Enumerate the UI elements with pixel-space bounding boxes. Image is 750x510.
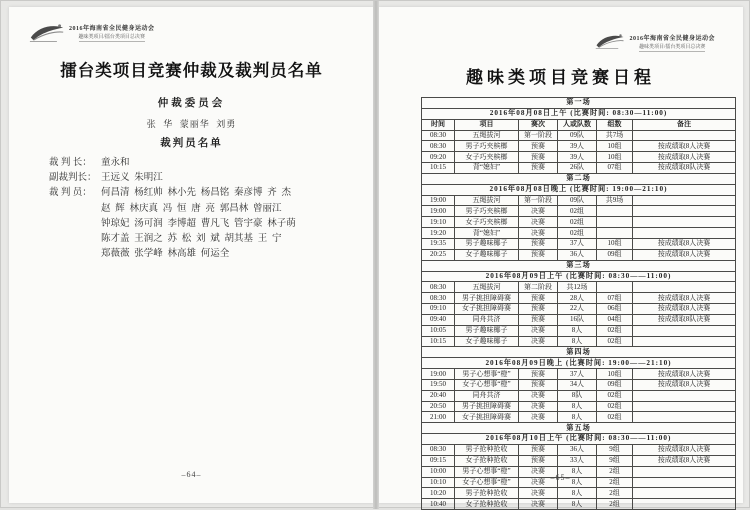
cell-groups: 02组 <box>597 325 633 336</box>
role-names: 钟琼妃 汤可润 李博超 曹凡飞 管宇豪 林子萌 <box>101 218 296 229</box>
cell-event: 女子趣味椰子 <box>455 249 519 260</box>
cell-event: 女子趣味椰子 <box>455 336 519 347</box>
cell-event: 背“媳妇” <box>455 163 519 174</box>
schedule-row <box>422 401 736 412</box>
role-names: 何昌清 杨红帅 林小先 杨昌铭 秦彦博 齐 杰 <box>101 188 292 199</box>
cell-remark: 按成绩取8人决赛 <box>633 293 736 304</box>
cell-event: 女子挑担障碍赛 <box>455 412 519 423</box>
schedule-row <box>422 206 736 217</box>
cell-time: 09:15 <box>422 455 455 466</box>
cell-count: 8人 <box>558 325 597 336</box>
cell-remark: 按成绩取8人决赛 <box>633 249 736 260</box>
cell-event: 背“媳妇” <box>455 228 519 239</box>
role-row <box>49 171 296 186</box>
cell-groups: 10组 <box>597 141 633 152</box>
role-label <box>49 217 101 232</box>
committee-members: 张 华 蒙丽华 刘勇 <box>146 119 237 129</box>
cell-remark <box>633 412 736 423</box>
cell-time: 19:50 <box>422 379 455 390</box>
cell-count: 8人 <box>558 499 597 510</box>
schedule-row <box>422 163 736 174</box>
schedule-row <box>422 412 736 423</box>
section-date: 2016年08月08日晚上 (比赛时间: 19:00—21:10) <box>422 184 736 195</box>
cell-event: 同舟共济 <box>455 390 519 401</box>
cell-count: 33人 <box>558 455 597 466</box>
cell-time: 19:10 <box>422 217 455 228</box>
section-date: 2016年08月10日上午 (比赛时间: 08:30——11:00) <box>422 434 736 445</box>
cell-event: 五绳拔河 <box>455 130 519 141</box>
cell-groups: 10组 <box>597 152 633 163</box>
cell-time: 09:10 <box>422 304 455 315</box>
cell-remark <box>633 217 736 228</box>
section-date: 2016年08月08日上午 (比赛时间: 08:30—11:00) <box>422 108 736 119</box>
cell-time: 19:35 <box>422 238 455 249</box>
cell-count: 8人 <box>558 412 597 423</box>
cell-round: 决赛 <box>519 412 558 423</box>
cell-event: 男子心想事“橙” <box>455 466 519 477</box>
cell-round: 决赛 <box>519 325 558 336</box>
page-title-referees: 擂台类项目竞赛仲裁及裁判员名单 <box>60 61 323 80</box>
cell-event: 男子趣味椰子 <box>455 325 519 336</box>
role-names: 赵 辉 林庆真 冯 恒 唐 亮 郭昌林 曾丽江 <box>101 203 282 214</box>
cell-round: 第一阶段 <box>519 130 558 141</box>
column-header: 备注 <box>633 119 736 130</box>
schedule-table-body <box>422 98 736 510</box>
cell-event: 男子挑担障碍赛 <box>455 293 519 304</box>
cell-groups: 02组 <box>597 412 633 423</box>
cell-time: 08:30 <box>422 141 455 152</box>
cell-groups: 06组 <box>597 304 633 315</box>
cell-count: 02组 <box>558 206 597 217</box>
cell-round: 预赛 <box>519 369 558 380</box>
cell-count: 8队 <box>558 390 597 401</box>
schedule-row <box>422 217 736 228</box>
cell-time: 10:15 <box>422 336 455 347</box>
cell-count: 39人 <box>558 152 597 163</box>
cell-round: 预赛 <box>519 238 558 249</box>
cell-time: 19:00 <box>422 206 455 217</box>
cell-time: 08:30 <box>422 130 455 141</box>
role-label <box>49 202 101 217</box>
section-band-row <box>422 260 736 271</box>
cell-remark: 按成绩取8人决赛 <box>633 152 736 163</box>
referee-roles-list <box>49 156 296 262</box>
column-header: 赛次 <box>519 119 558 130</box>
cell-event: 男子抢种抢收 <box>455 445 519 456</box>
cell-groups: 07组 <box>597 163 633 174</box>
cell-count: 22人 <box>558 304 597 315</box>
cell-remark <box>633 336 736 347</box>
cell-groups: 09组 <box>597 249 633 260</box>
cell-remark: 按成绩取8人决赛 <box>633 379 736 390</box>
committee-heading: 仲裁委员会 <box>157 98 226 109</box>
cell-time: 19:20 <box>422 228 455 239</box>
section-date-row <box>422 434 736 445</box>
cell-count: 37人 <box>558 238 597 249</box>
role-label: 裁 判 员： <box>49 188 92 199</box>
page-number-left: –64– <box>181 470 202 479</box>
referee-list-heading: 裁判员名单 <box>160 138 223 149</box>
cell-time: 08:30 <box>422 282 455 293</box>
role-row <box>49 156 296 171</box>
role-label <box>49 232 101 247</box>
cell-groups: 02组 <box>597 390 633 401</box>
cell-round: 第一阶段 <box>519 195 558 206</box>
cell-event: 男子巧夹槟榔 <box>455 141 519 152</box>
cell-count: 8人 <box>558 488 597 499</box>
column-header: 人或队数 <box>558 119 597 130</box>
section-date-row <box>422 271 736 282</box>
cell-event: 男子巧夹槟榔 <box>455 206 519 217</box>
cell-groups: 2组 <box>597 499 633 510</box>
cell-count: 36人 <box>558 445 597 456</box>
cell-round: 决赛 <box>519 228 558 239</box>
games-logo-icon <box>595 33 625 50</box>
schedule-row <box>422 195 736 206</box>
role-row <box>49 247 296 262</box>
left-page <box>9 7 374 503</box>
cell-count: 09队 <box>558 195 597 206</box>
cell-time: 10:05 <box>422 325 455 336</box>
cell-groups: 共9场 <box>597 195 633 206</box>
cell-remark <box>633 195 736 206</box>
cell-round: 决赛 <box>519 488 558 499</box>
cell-remark <box>633 325 736 336</box>
page-number-right: –65– <box>550 473 571 482</box>
schedule-row <box>422 141 736 152</box>
org-title: 2016年海南省全民健身运动会 <box>69 26 155 32</box>
cell-event: 男子挑担障碍赛 <box>455 401 519 412</box>
cell-groups: 07组 <box>597 293 633 304</box>
org-subtitle: 趣味类项目/擂台类项目总决赛 <box>78 35 145 40</box>
org-header-right <box>595 33 715 52</box>
cell-round: 预赛 <box>519 152 558 163</box>
cell-event: 五绳拔河 <box>455 195 519 206</box>
section-name: 第三场 <box>422 260 736 271</box>
cell-groups: 09组 <box>597 379 633 390</box>
cell-count: 02组 <box>558 217 597 228</box>
page-title-schedule: 趣味类项目竞赛日程 <box>466 68 655 87</box>
schedule-row <box>422 369 736 380</box>
role-label: 裁 判 长： <box>49 158 92 168</box>
cell-time: 10:15 <box>422 163 455 174</box>
cell-event: 男子趣味椰子 <box>455 238 519 249</box>
cell-count: 8人 <box>558 466 597 477</box>
section-name: 第四场 <box>422 347 736 358</box>
cell-groups: 9组 <box>597 455 633 466</box>
cell-groups: 10组 <box>597 238 633 249</box>
cell-round: 预赛 <box>519 163 558 174</box>
role-row <box>49 186 296 201</box>
cell-round: 预赛 <box>519 249 558 260</box>
cell-remark <box>633 390 736 401</box>
schedule-row <box>422 249 736 260</box>
cell-event: 女子巧夹槟榔 <box>455 217 519 228</box>
column-header: 组数 <box>597 119 633 130</box>
cell-remark: 按成绩取8人决赛 <box>633 141 736 152</box>
cell-groups <box>597 282 633 293</box>
section-band-row <box>422 173 736 184</box>
cell-time: 10:00 <box>422 466 455 477</box>
cell-groups: 02组 <box>597 401 633 412</box>
cell-count: 26队 <box>558 163 597 174</box>
cell-groups: 02组 <box>597 336 633 347</box>
cell-time: 10:40 <box>422 499 455 510</box>
schedule-row <box>422 282 736 293</box>
cell-time: 08:30 <box>422 445 455 456</box>
schedule-row <box>422 228 736 239</box>
section-band-row <box>422 347 736 358</box>
cell-remark: 按成绩取8人决赛 <box>633 455 736 466</box>
cell-count: 8人 <box>558 336 597 347</box>
schedule-row <box>422 325 736 336</box>
cell-event: 女子抢种抢收 <box>455 499 519 510</box>
cell-time: 09:20 <box>422 152 455 163</box>
cell-time: 09:40 <box>422 314 455 325</box>
cell-event: 五绳拔河 <box>455 282 519 293</box>
cell-groups <box>597 228 633 239</box>
section-name: 第一场 <box>422 98 736 109</box>
column-header-row <box>422 119 736 130</box>
schedule-row <box>422 293 736 304</box>
org-header-left <box>29 23 155 43</box>
cell-time: 21:00 <box>422 412 455 423</box>
cell-groups: 2组 <box>597 488 633 499</box>
cell-remark <box>633 282 736 293</box>
cell-round: 第二阶段 <box>519 282 558 293</box>
column-header: 项目 <box>455 119 519 130</box>
schedule-row <box>422 445 736 456</box>
cell-round: 决赛 <box>519 336 558 347</box>
cell-time: 10:10 <box>422 477 455 488</box>
cell-count: 36人 <box>558 249 597 260</box>
section-date-row <box>422 108 736 119</box>
cell-round: 决赛 <box>519 401 558 412</box>
cell-count: 09队 <box>558 130 597 141</box>
section-date: 2016年08月09日上午 (比赛时间: 08:30——11:00) <box>422 271 736 282</box>
cell-count: 39人 <box>558 141 597 152</box>
schedule-row <box>422 336 736 347</box>
cell-groups: 9组 <box>597 445 633 456</box>
cell-remark: 按成绩取8人决赛 <box>633 238 736 249</box>
cell-count: 28人 <box>558 293 597 304</box>
section-date-row <box>422 358 736 369</box>
cell-remark <box>633 228 736 239</box>
cell-count: 8人 <box>558 401 597 412</box>
cell-time: 19:00 <box>422 369 455 380</box>
cell-round: 决赛 <box>519 390 558 401</box>
cell-round: 预赛 <box>519 445 558 456</box>
schedule-row <box>422 238 736 249</box>
cell-round: 决赛 <box>519 206 558 217</box>
cell-event: 同舟共济 <box>455 314 519 325</box>
cell-round: 决赛 <box>519 477 558 488</box>
role-row <box>49 232 296 247</box>
section-name: 第二场 <box>422 173 736 184</box>
cell-event: 女子心想事“橙” <box>455 379 519 390</box>
cell-count: 16队 <box>558 314 597 325</box>
schedule-table <box>421 97 736 510</box>
cell-time: 19:00 <box>422 195 455 206</box>
cell-event: 男子抢种抢收 <box>455 488 519 499</box>
page-spine-divider <box>373 1 379 509</box>
role-names: 陈才盖 王润之 苏 松 刘 斌 胡其基 王 宁 <box>101 234 282 245</box>
cell-groups: 10组 <box>597 369 633 380</box>
cell-round: 预赛 <box>519 293 558 304</box>
cell-count: 34人 <box>558 379 597 390</box>
cell-round: 预赛 <box>519 304 558 315</box>
role-row <box>49 217 296 232</box>
section-name: 第五场 <box>422 423 736 434</box>
cell-groups: 04组 <box>597 314 633 325</box>
schedule-row <box>422 488 736 499</box>
schedule-row <box>422 314 736 325</box>
schedule-row <box>422 304 736 315</box>
games-logo-icon <box>29 23 65 43</box>
cell-count: 02组 <box>558 228 597 239</box>
cell-remark <box>633 130 736 141</box>
role-names: 郑薇薇 张学峰 林高雄 何运全 <box>101 249 230 260</box>
cell-round: 决赛 <box>519 499 558 510</box>
section-date-row <box>422 184 736 195</box>
cell-time: 08:30 <box>422 293 455 304</box>
cell-remark: 按成绩取8人决赛 <box>633 304 736 315</box>
cell-time: 10:20 <box>422 488 455 499</box>
schedule-row <box>422 390 736 401</box>
org-title: 2016年海南省全民健身运动会 <box>629 36 715 42</box>
cell-groups: 共7场 <box>597 130 633 141</box>
cell-groups: 2组 <box>597 477 633 488</box>
section-band-row <box>422 423 736 434</box>
cell-round: 预赛 <box>519 314 558 325</box>
right-page <box>378 7 743 508</box>
cell-event: 女子巧夹槟榔 <box>455 152 519 163</box>
section-date: 2016年08月09日晚上 (比赛时间: 19:00——21:10) <box>422 358 736 369</box>
cell-remark: 按成绩取8人决赛 <box>633 445 736 456</box>
cell-groups <box>597 217 633 228</box>
cell-round: 决赛 <box>519 466 558 477</box>
role-label: 副裁判长： <box>49 173 97 184</box>
cell-remark: 按成绩取8队决赛 <box>633 314 736 325</box>
schedule-row <box>422 130 736 141</box>
role-row <box>49 202 296 217</box>
role-names: 王远义 朱明江 <box>101 173 163 184</box>
cell-round: 预赛 <box>519 455 558 466</box>
cell-count: 8人 <box>558 477 597 488</box>
role-names: 童永和 <box>101 158 130 168</box>
schedule-row <box>422 152 736 163</box>
cell-event: 女子挑担障碍赛 <box>455 304 519 315</box>
cell-time: 20:50 <box>422 401 455 412</box>
column-header: 时间 <box>422 119 455 130</box>
cell-event: 女子心想事“橙” <box>455 477 519 488</box>
cell-round: 预赛 <box>519 141 558 152</box>
cell-count: 37人 <box>558 369 597 380</box>
section-band-row <box>422 98 736 109</box>
cell-event: 女子抢种抢收 <box>455 455 519 466</box>
org-subtitle: 趣味类项目/擂台类项目总决赛 <box>639 45 706 50</box>
cell-time: 20:40 <box>422 390 455 401</box>
cell-remark <box>633 488 736 499</box>
cell-remark <box>633 401 736 412</box>
schedule-row <box>422 455 736 466</box>
cell-event: 男子心想事“橙” <box>455 369 519 380</box>
cell-round: 决赛 <box>519 217 558 228</box>
cell-time: 20:25 <box>422 249 455 260</box>
cell-round: 预赛 <box>519 379 558 390</box>
cell-remark <box>633 206 736 217</box>
cell-count: 共12场 <box>558 282 597 293</box>
cell-remark: 按成绩取8人决赛 <box>633 369 736 380</box>
cell-remark: 按成绩取8队决赛 <box>633 163 736 174</box>
cell-groups <box>597 206 633 217</box>
role-label <box>49 247 101 262</box>
cell-groups: 2组 <box>597 466 633 477</box>
schedule-row <box>422 379 736 390</box>
